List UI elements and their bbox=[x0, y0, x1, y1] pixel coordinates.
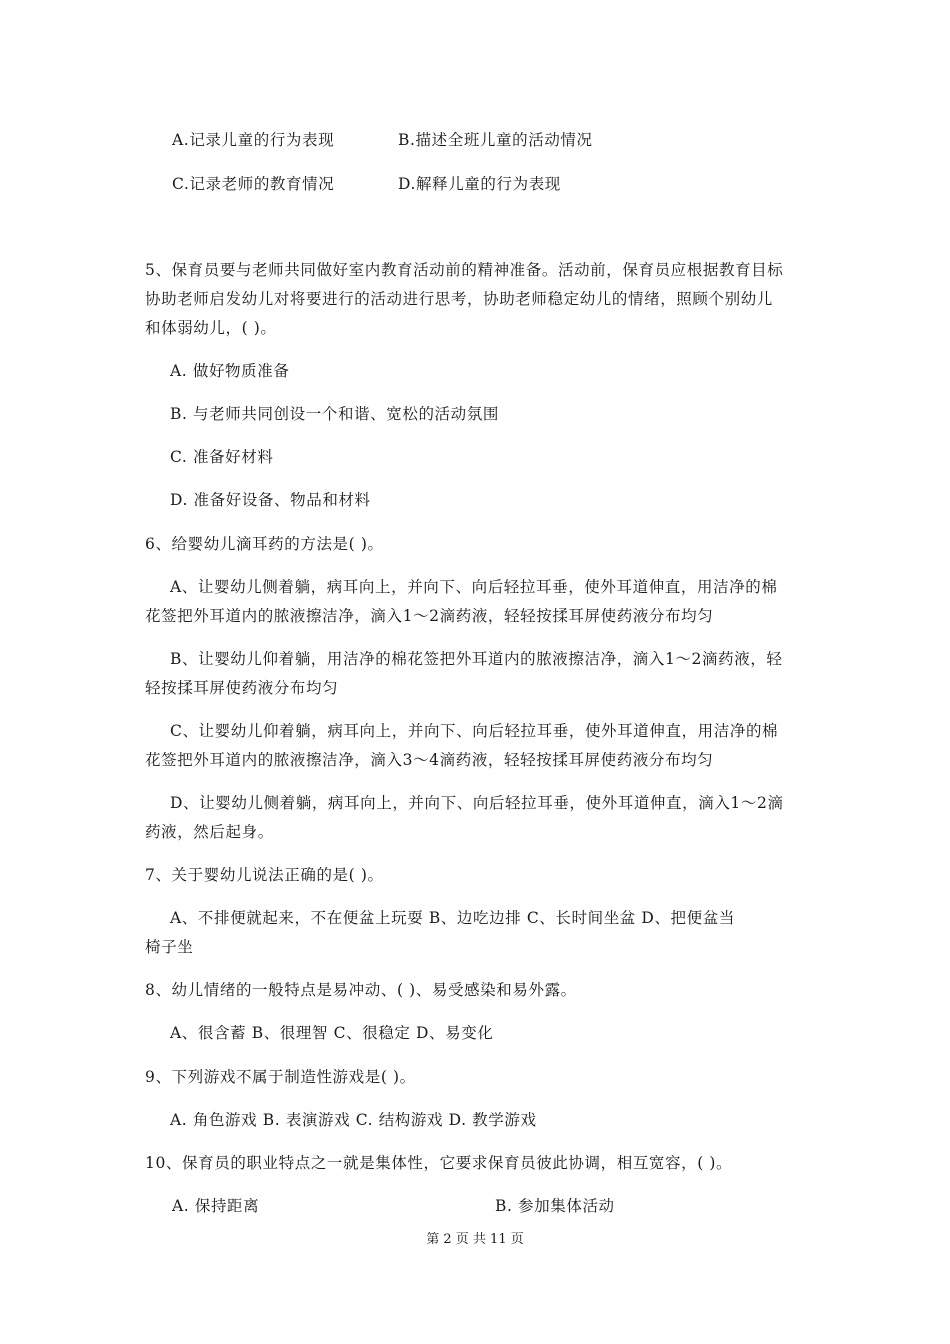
q10-option-b: B. 参加集体活动 bbox=[495, 1197, 615, 1215]
q6-stem: 6、给婴幼儿滴耳药的方法是( )。 bbox=[145, 535, 384, 553]
q5-option-d: D. 准备好设备、物品和材料 bbox=[170, 491, 371, 509]
q6-option-b-line2: 轻按揉耳屏使药液分布均匀 bbox=[145, 679, 339, 697]
q9-options: A. 角色游戏 B. 表演游戏 C. 结构游戏 D. 教学游戏 bbox=[170, 1111, 537, 1129]
q5-option-b: B. 与老师共同创设一个和谐、宽松的活动氛围 bbox=[170, 405, 499, 423]
q6-option-d-line1: D、让婴幼儿侧着躺，病耳向上，并向下、向后轻拉耳垂，使外耳道伸直，滴入1～2滴 bbox=[170, 794, 784, 812]
q7-options-line1: A、不排便就起来，不在便盆上玩耍 B、边吃边排 C、长时间坐盆 D、把便盆当 bbox=[170, 909, 735, 927]
q6-option-d-line2: 药液，然后起身。 bbox=[145, 823, 274, 841]
q5-stem-line2: 协助老师启发幼儿对将要进行的活动进行思考，协助老师稳定幼儿的情绪，照顾个别幼儿 bbox=[145, 290, 773, 308]
q6-option-c-line1: C、让婴幼儿仰着躺，病耳向上，并向下、向后轻拉耳垂，使外耳道伸直，用洁净的棉 bbox=[170, 722, 779, 740]
q6-option-b-line1: B、让婴幼儿仰着躺，用洁净的棉花签把外耳道内的脓液擦洁净，滴入1～2滴药液，轻 bbox=[170, 650, 783, 668]
q10-stem: 10、保育员的职业特点之一就是集体性，它要求保育员彼此协调，相互宽容，( )。 bbox=[145, 1154, 733, 1172]
prev-option-b: B.描述全班儿童的活动情况 bbox=[398, 131, 593, 149]
q7-stem: 7、关于婴幼儿说法正确的是( )。 bbox=[145, 866, 384, 884]
q5-option-c: C. 准备好材料 bbox=[170, 448, 274, 466]
q5-stem-line1: 5、保育员要与老师共同做好室内教育活动前的精神准备。活动前，保育员应根据教育目标 bbox=[145, 261, 784, 279]
prev-option-c: C.记录老师的教育情况 bbox=[172, 175, 335, 193]
q9-stem: 9、下列游戏不属于制造性游戏是( )。 bbox=[145, 1068, 416, 1086]
q6-option-c-line2: 花签把外耳道内的脓液擦洁净，滴入3～4滴药液，轻轻按揉耳屏使药液分布均匀 bbox=[145, 751, 714, 769]
q8-stem: 8、幼儿情绪的一般特点是易冲动、( )、易受感染和易外露。 bbox=[145, 981, 577, 999]
q5-option-a: A. 做好物质准备 bbox=[170, 362, 290, 380]
prev-option-d: D.解释儿童的行为表现 bbox=[398, 175, 561, 193]
q10-option-a: A. 保持距离 bbox=[172, 1197, 260, 1215]
q7-options-line2: 椅子坐 bbox=[145, 938, 194, 956]
prev-option-a: A.记录儿童的行为表现 bbox=[172, 131, 335, 149]
q8-options: A、很含蓄 B、很理智 C、很稳定 D、易变化 bbox=[170, 1024, 494, 1042]
q5-stem-line3: 和体弱幼儿，( )。 bbox=[145, 319, 277, 337]
q6-option-a-line1: A、让婴幼儿侧着躺，病耳向上，并向下、向后轻拉耳垂，使外耳道伸直，用洁净的棉 bbox=[170, 578, 778, 596]
page-footer: 第 2 页 共 11 页 bbox=[426, 1232, 524, 1247]
q6-option-a-line2: 花签把外耳道内的脓液擦洁净，滴入1～2滴药液，轻轻按揉耳屏使药液分布均匀 bbox=[145, 607, 714, 625]
